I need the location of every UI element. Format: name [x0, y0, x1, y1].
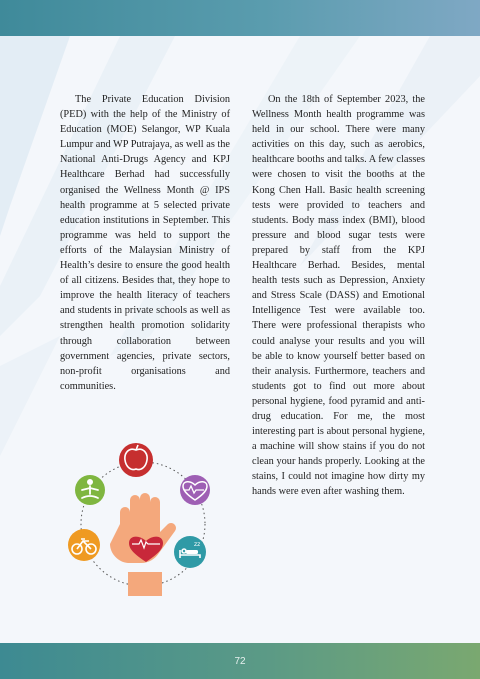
heartbeat-icon	[180, 475, 210, 505]
bicycle-icon	[68, 529, 100, 561]
hand-heart-icon	[110, 493, 176, 596]
svg-text:zz: zz	[194, 541, 201, 548]
yoga-icon	[75, 475, 105, 505]
apple-icon	[119, 443, 153, 477]
article-left-column	[60, 92, 230, 394]
right-paragraph: On the 18th of September 2023, the Wellness Month health programme was held in our school. There were many activities on this day, such as aerobics, healthcare booths and talks. A few classes were chosen to visit the booths at the Kong Chen Hall. Basic health screening tests were provided to teachers and students. Body mass index (BMI), blood pressure and blood sugar tests were prepared by staff from the KPJ Healthcare Berhad. Besides, mental health tests such as Depression, Anxiety and Stress Scale (DASS) and Emotional Intelligence Test were available too. There were professional therapists who could analyse your results and you will be able to know yourself better based on their analysis. Furthermore, teachers and students got to find out more about personal hygiene, food pyramid and anti-drug education. For me, the most interesting part is about personal hygiene, a machine will show stains if you do not clean your hands properly. Looking at the stains, I could not imagine how dirty my hands were even after washing them.	[252, 94, 425, 498]
article-right-column	[252, 92, 425, 500]
page-number: 72	[234, 656, 246, 667]
left-paragraph: The Private Education Division (PED) with the help of the Ministry of Education (MOE) Selangor, WP Kuala Lumpur and WP Putrajaya, as well as the National Anti-Drugs Agency and KPJ Healthcare Berhad had successfully organised the Wellness Month @ IPS health programme at 5 selected private education institutions in September. This programme was held to support the efforts of the Malaysian Ministry of Health’s desire to ensure the good health of all citizens. Besides that, they hope to improve the health literacy of teachers and students in private schools as well as strengthen health promotion solidarity through collaboration between government agencies, private sectors, non-profit organisations and communities.	[60, 94, 230, 392]
top-decorative-band	[0, 0, 480, 36]
sleep-icon	[174, 536, 206, 568]
wellness-illustration	[58, 432, 228, 602]
